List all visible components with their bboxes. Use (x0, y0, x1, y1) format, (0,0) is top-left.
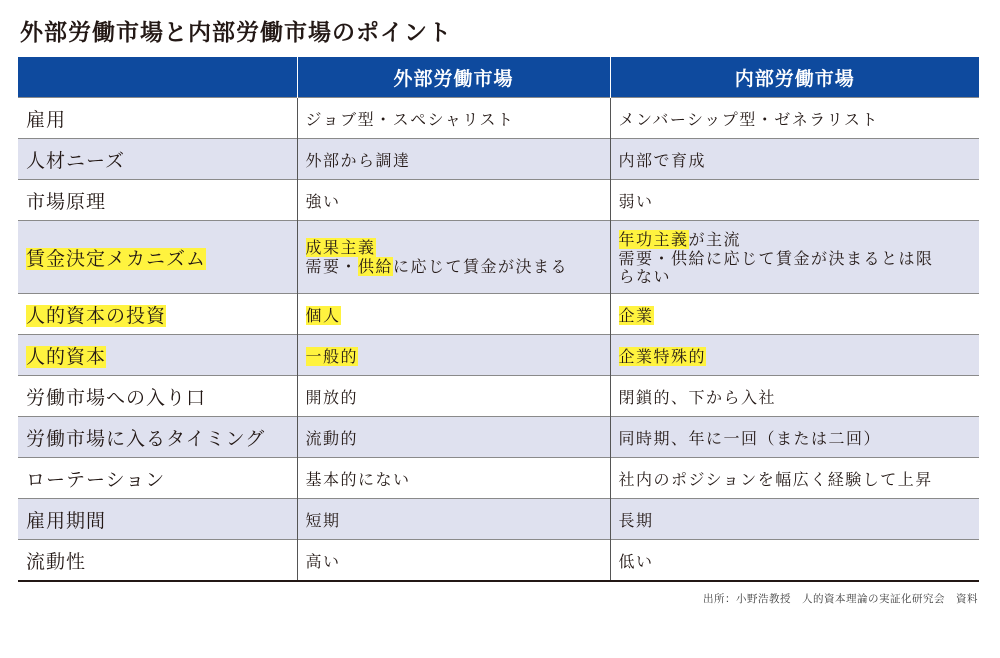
table-row (18, 376, 979, 417)
row-label: 労働市場に入るタイミング (18, 417, 297, 458)
internal-cell: 内部で育成 (610, 139, 979, 180)
page-title: 外部労働市場と内部労働市場のポイント (20, 20, 452, 46)
header-external-market: 外部労働市場 (297, 57, 610, 98)
external-cell: 流動的 (297, 417, 610, 458)
table-header-row (18, 57, 979, 98)
internal-cell (610, 294, 979, 335)
internal-cell: 閉鎖的、下から入社 (610, 376, 979, 417)
header-internal-market: 内部労働市場 (610, 57, 979, 98)
internal-line-1 (619, 230, 972, 249)
comparison-table (18, 57, 979, 582)
external-cell: 開放的 (297, 376, 610, 417)
external-cell: 基本的にない (297, 458, 610, 499)
row-label (18, 294, 297, 335)
table-row (18, 180, 979, 221)
table-row (18, 540, 979, 582)
external-cell: 高い (297, 540, 610, 582)
internal-cell: 弱い (610, 180, 979, 221)
external-cell: 強い (297, 180, 610, 221)
highlighted-text: 企業 (618, 305, 654, 325)
row-label: 流動性 (18, 540, 297, 582)
highlighted-text: 供給 (358, 257, 394, 276)
table-row (18, 335, 979, 376)
external-cell (297, 335, 610, 376)
header-blank-cell (18, 57, 297, 98)
internal-cell: メンバーシップ型・ゼネラリスト (610, 98, 979, 139)
highlighted-label: 賃金決定メカニズム (26, 247, 207, 270)
table-row (18, 458, 979, 499)
internal-cell: 長期 (610, 499, 979, 540)
row-label (18, 335, 297, 376)
internal-cell: 社内のポジションを幅広く経験して上昇 (610, 458, 979, 499)
row-label: 雇用 (18, 98, 297, 139)
table-row (18, 98, 979, 139)
row-label (18, 221, 297, 294)
external-cell (297, 221, 610, 294)
row-label: 雇用期間 (18, 499, 297, 540)
row-label: ローテーション (18, 458, 297, 499)
source-note: 出所：小野浩教授 人的資本理論の実証化研究会 資料 (703, 593, 978, 605)
table-row (18, 294, 979, 335)
row-label: 市場原理 (18, 180, 297, 221)
external-cell: ジョブ型・スペシャリスト (297, 98, 610, 139)
table-row (18, 139, 979, 180)
highlighted-text: 年功主義 (618, 229, 689, 249)
internal-line-2: 需要・供給に応じて賃金が決まるとは限 (618, 248, 934, 268)
external-line-2 (306, 257, 602, 276)
internal-cell: 同時期、年に一回（または二回） (610, 417, 979, 458)
external-cell: 短期 (297, 499, 610, 540)
external-cell (297, 294, 610, 335)
table-row (18, 499, 979, 540)
internal-cell (610, 335, 979, 376)
table-row (18, 221, 979, 294)
highlighted-label: 人的資本の投資 (26, 304, 167, 327)
internal-cell (610, 221, 979, 294)
row-label: 労働市場への入り口 (18, 376, 297, 417)
text-fragment: 需要・ (305, 257, 359, 276)
text-fragment: に応じて賃金が決まる (393, 257, 569, 276)
highlighted-text: 成果主義 (305, 238, 376, 257)
highlighted-text: 一般的 (305, 346, 359, 366)
highlighted-text: 個人 (305, 305, 341, 325)
text-fragment: が主流 (688, 229, 742, 249)
table-row (18, 417, 979, 458)
highlighted-text: 企業特殊的 (618, 346, 707, 366)
external-line-1 (306, 238, 602, 257)
internal-line-3: らない (618, 266, 672, 286)
internal-cell: 低い (610, 540, 979, 582)
external-cell: 外部から調達 (297, 139, 610, 180)
row-label: 人材ニーズ (18, 139, 297, 180)
highlighted-label: 人的資本 (26, 345, 107, 368)
